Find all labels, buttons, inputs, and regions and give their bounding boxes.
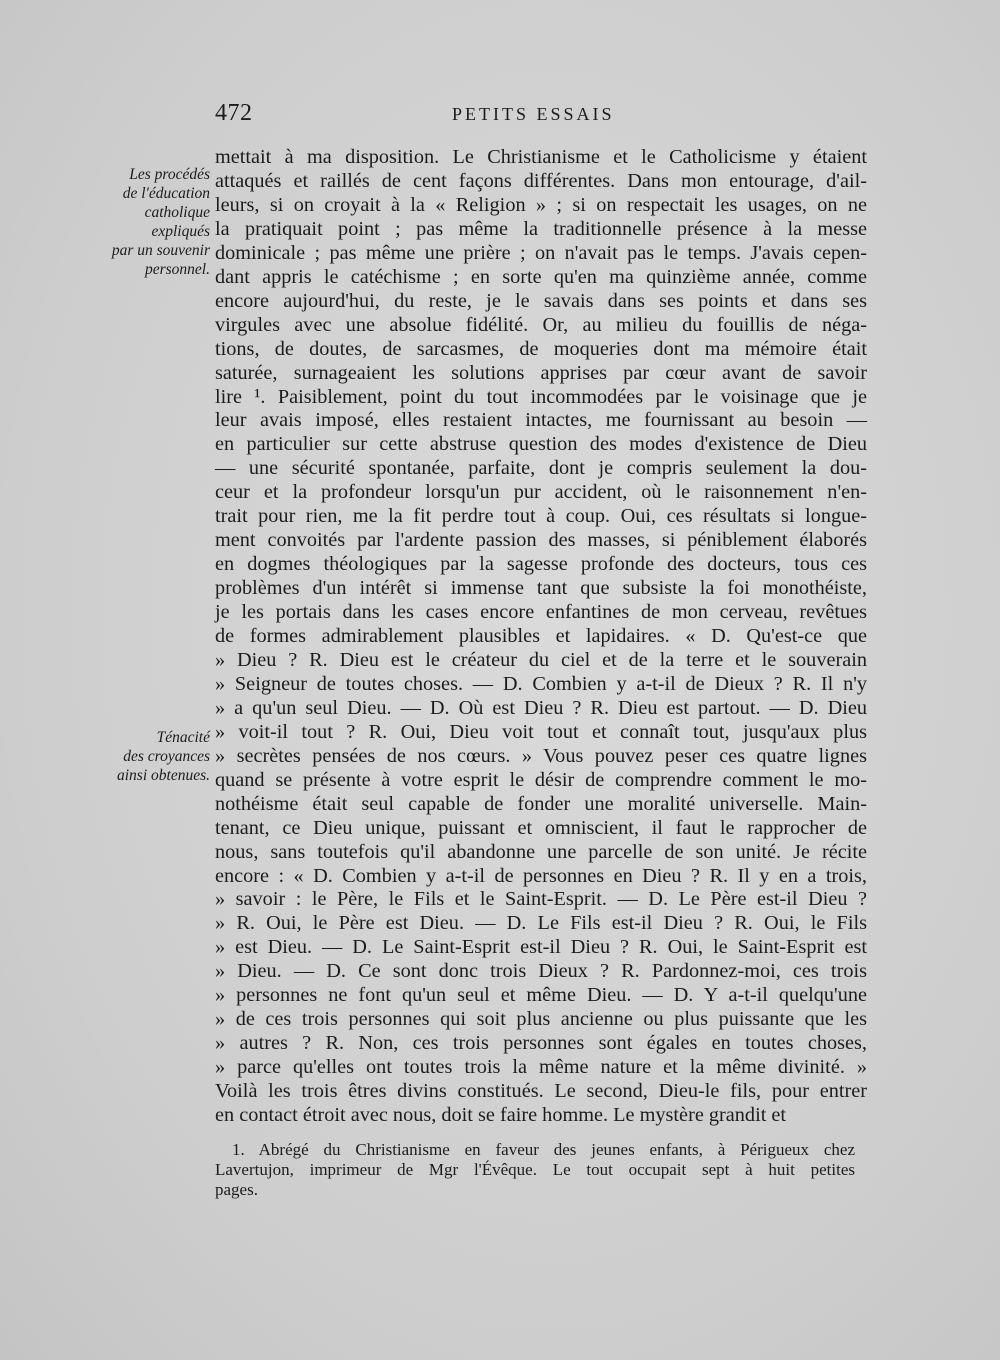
text-line: » Dieu ? R. Dieu est le créateur du ciel et de la terre et le souverain: [215, 648, 867, 671]
text-line: » parce qu'elles ont toutes trois la même nature et la même divinité. »: [215, 1056, 867, 1079]
text-line: » R. Oui, le Père est Dieu. — D. Le Fils est-il Dieu ? R. Oui, le Fils: [215, 912, 867, 935]
text-line: » est Dieu. — D. Le Saint-Esprit est-il Dieu ? R. Oui, le Saint-Esprit est: [215, 936, 867, 959]
text-line: mettait à ma disposition. Le Christianisme et le Catholicisme y étaient: [215, 146, 867, 168]
text-line: dant appris le catéchisme ; en sorte qu'en ma quinzième année, comme: [215, 265, 867, 288]
margin-note-line: expliqués: [151, 223, 210, 240]
text-line: » personnes ne font qu'un seul et même Dieu. — D. Y a-t-il quelqu'une: [215, 984, 867, 1007]
text-line: je les portais dans les cases encore enfantines de mon cerveau, revêtues: [215, 601, 867, 624]
margin-note-line: Les procédés: [129, 166, 210, 183]
text-line: tenant, ce Dieu unique, puissant et omniscient, il faut le rapprocher de: [215, 816, 867, 839]
text-line: la pratiquait point ; pas même la traditionnelle présence à la messe: [215, 217, 867, 240]
text-line: Voilà les trois êtres divins constitués. Le second, Dieu-le fils, pour entrer: [215, 1080, 867, 1103]
margin-note-line: par un souvenir: [111, 242, 210, 259]
text-line: saturée, surnageaient les solutions apprises par cœur avant de savoir: [215, 361, 867, 384]
page-number: 472: [215, 100, 253, 126]
margin-note: [70, 728, 210, 785]
text-line: » de ces trois personnes qui soit plus ancienne ou plus puissante que les: [215, 1008, 867, 1031]
text-line: en dogmes théologiques par la sagesse profonde des docteurs, tous ces: [215, 553, 867, 576]
margin-note: [70, 165, 210, 279]
text-line: leur avais imposé, elles restaient intactes, me fournissant au besoin —: [215, 409, 867, 432]
text-line: » savoir : le Père, le Fils et le Saint-Esprit. — D. Le Père est-il Dieu ?: [215, 888, 867, 911]
margin-note-line: Ténacité: [156, 729, 210, 746]
running-head: PETITS ESSAIS: [452, 104, 615, 124]
text-line: — une sécurité spontanée, parfaite, dont je compris seulement la dou-: [215, 457, 867, 480]
text-line: » voit-il tout ? R. Oui, Dieu voit tout et connaît tout, jusqu'aux plus: [215, 720, 867, 743]
text-line: encore : « D. Combien y a-t-il de personnes en Dieu ? R. Il y en a trois,: [215, 864, 867, 887]
text-line: » Seigneur de toutes choses. — D. Combien y a-t-il de Dieux ? R. Il n'y: [215, 672, 867, 695]
footnote-line: 1. Abrégé du Christianisme en faveur des jeunes enfants, à Périgueux chez: [232, 1140, 855, 1159]
text-line: nous, sans toutefois qu'il abandonne une parcelle de son unité. Je récite: [215, 840, 867, 863]
margin-note-line: des croyances: [123, 748, 210, 765]
margin-note-line: personnel.: [144, 261, 210, 278]
text-line: problèmes d'un intérêt si immense tant que subsiste la foi monothéiste,: [215, 577, 867, 600]
text-line: virgules avec une absolue fidélité. Or, au milieu du fouillis de néga-: [215, 313, 867, 336]
text-line: ment convoités par l'ardente passion des masses, si péniblement élaborés: [215, 529, 867, 552]
text-line: leurs, si on croyait à la « Religion » ; si on respectait les usages, on ne: [215, 193, 867, 216]
text-line: lire ¹. Paisiblement, point du tout incommodées par le voisinage que je: [215, 385, 867, 408]
text-line: nothéisme était seul capable de fonder une moralité universelle. Main-: [215, 792, 867, 815]
text-line: de formes admirablement plausibles et lapidaires. « D. Qu'est-ce que: [215, 625, 867, 647]
text-line: » Dieu. — D. Ce sont donc trois Dieux ? R. Pardonnez-moi, ces trois: [215, 960, 867, 983]
footnote-line: Lavertujon, imprimeur de Mgr l'Évêque. Le tout occupait sept à huit petites: [215, 1160, 855, 1179]
footnote-line: pages.: [215, 1180, 258, 1199]
text-line: encore aujourd'hui, du reste, je le savais dans ses points et dans ses: [215, 289, 867, 312]
margin-note-line: de l'éducation: [122, 185, 210, 202]
text-line: attaqués et raillés de cent façons différentes. Dans mon entourage, d'ail-: [215, 169, 867, 192]
text-line: en particulier sur cette abstruse question des modes d'existence de Dieu: [215, 433, 867, 456]
text-line: ceur et la profondeur lorsqu'un pur accident, où le raisonnement n'en-: [215, 481, 867, 504]
text-line: » autres ? R. Non, ces trois personnes sont égales en toutes choses,: [215, 1032, 867, 1055]
margin-note-line: ainsi obtenues.: [117, 767, 210, 784]
text-line: » secrètes pensées de nos cœurs. » Vous pouvez peser ces quatre lignes: [215, 744, 867, 767]
text-line: trait pour rien, me la fit perdre tout à coup. Oui, ces résultats si longue-: [215, 505, 867, 528]
text-line: » a qu'un seul Dieu. — D. Où est Dieu ? R. Dieu est partout. — D. Dieu: [215, 696, 867, 719]
text-line: quand se présente à votre esprit le désir de comprendre comment le mo-: [215, 768, 867, 791]
text-line: dominicale ; pas même une prière ; on n'avait pas le temps. J'avais cepen-: [215, 241, 867, 264]
margin-note-line: catholique: [144, 204, 210, 221]
text-line: tions, de doutes, de sarcasmes, de moqueries dont ma mémoire était: [215, 337, 867, 360]
text-line: en contact étroit avec nous, doit se faire homme. Le mystère grandit et: [215, 1104, 787, 1126]
